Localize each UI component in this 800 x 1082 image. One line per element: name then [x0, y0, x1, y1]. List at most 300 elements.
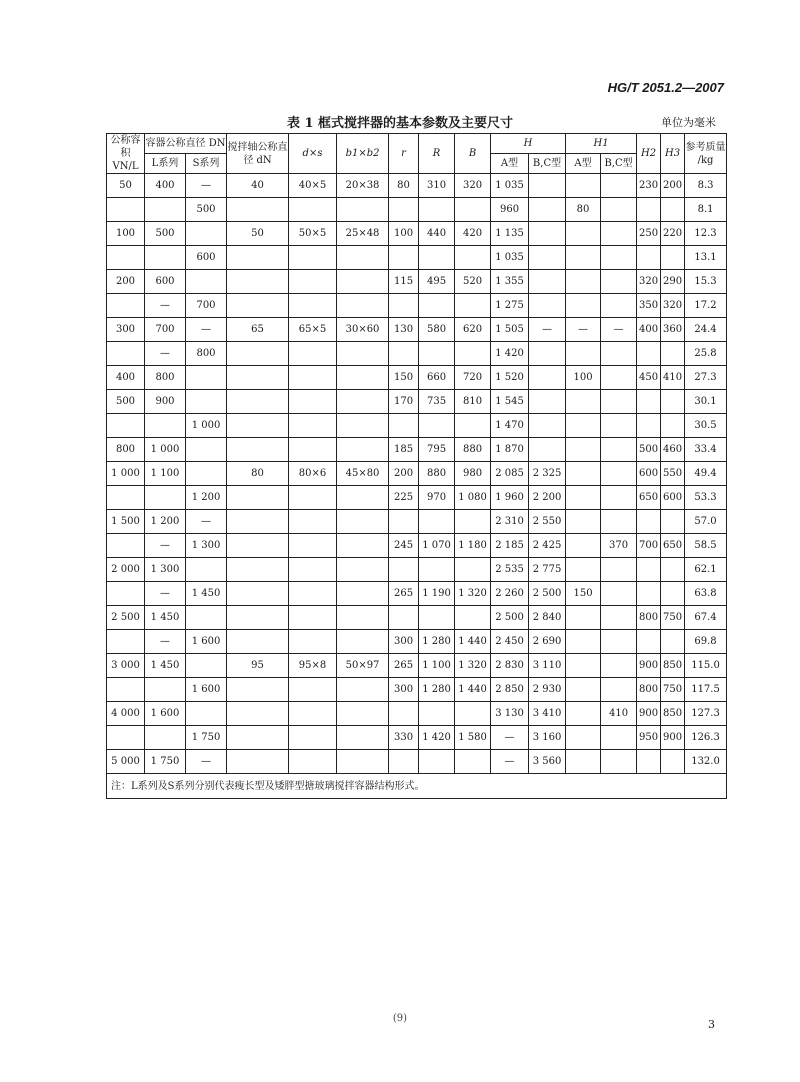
header-H1: H1	[566, 134, 637, 154]
table-cell: 30.1	[685, 390, 727, 414]
table-cell	[289, 534, 337, 558]
header-h1-a: A型	[566, 154, 601, 174]
table-cell: 1 450	[186, 582, 227, 606]
table-cell: 2 500	[491, 606, 529, 630]
table-cell	[566, 726, 601, 750]
table-cell	[227, 606, 289, 630]
table-cell	[637, 342, 661, 366]
table-cell	[419, 750, 455, 774]
table-cell	[566, 486, 601, 510]
table-cell: 30.5	[685, 414, 727, 438]
header-h1-bc: B,C型	[601, 154, 637, 174]
table-cell: 1 450	[145, 606, 186, 630]
table-cell	[227, 726, 289, 750]
header-H: H	[491, 134, 566, 154]
table-cell: 850	[661, 702, 685, 726]
table-cell: —	[491, 750, 529, 774]
table-cell	[145, 726, 186, 750]
table-cell: 80	[227, 462, 289, 486]
table-cell	[227, 294, 289, 318]
table-row	[107, 462, 727, 486]
table-cell	[637, 390, 661, 414]
table-cell	[389, 198, 419, 222]
table-cell	[529, 366, 566, 390]
table-cell: 50×97	[337, 654, 389, 678]
table-cell: 100	[107, 222, 145, 246]
table-cell: 1 200	[145, 510, 186, 534]
table-cell	[227, 702, 289, 726]
table-cell	[529, 174, 566, 198]
table-cell: 400	[637, 318, 661, 342]
table-cell: 800	[637, 678, 661, 702]
table-cell	[186, 558, 227, 582]
table-cell: 1 100	[145, 462, 186, 486]
table-cell: 320	[637, 270, 661, 294]
table-cell	[337, 270, 389, 294]
table-cell	[186, 270, 227, 294]
table-cell: 3 560	[529, 750, 566, 774]
table-row	[107, 726, 727, 750]
table-cell	[337, 534, 389, 558]
table-row	[107, 486, 727, 510]
table-cell	[289, 246, 337, 270]
table-cell	[601, 294, 637, 318]
table-cell: 69.8	[685, 630, 727, 654]
table-cell: 2 840	[529, 606, 566, 630]
table-cell	[186, 654, 227, 678]
table-cell	[601, 366, 637, 390]
table-cell	[601, 438, 637, 462]
table-cell	[566, 558, 601, 582]
table-cell: 57.0	[685, 510, 727, 534]
table-cell	[455, 414, 491, 438]
table-cell: 65×5	[289, 318, 337, 342]
table-cell: 1 520	[491, 366, 529, 390]
table-cell	[389, 558, 419, 582]
table-cell: 3 130	[491, 702, 529, 726]
table-cell: 300	[389, 678, 419, 702]
table-cell: 25.8	[685, 342, 727, 366]
table-cell: —	[186, 174, 227, 198]
table-cell: 127.3	[685, 702, 727, 726]
table-cell: 200	[661, 174, 685, 198]
table-cell	[637, 630, 661, 654]
table-cell: 62.1	[685, 558, 727, 582]
table-cell	[601, 390, 637, 414]
table-cell	[566, 510, 601, 534]
table-cell	[107, 342, 145, 366]
table-cell: 900	[145, 390, 186, 414]
table-cell	[661, 414, 685, 438]
header-h-bc: B,C型	[529, 154, 566, 174]
table-cell	[455, 750, 491, 774]
table-cell	[601, 630, 637, 654]
table-cell: 2 535	[491, 558, 529, 582]
table-cell: 2 310	[491, 510, 529, 534]
table-cell	[289, 342, 337, 366]
table-cell: 650	[661, 534, 685, 558]
table-row	[107, 390, 727, 414]
table-cell: 45×80	[337, 462, 389, 486]
table-cell	[601, 678, 637, 702]
table-cell	[601, 270, 637, 294]
table-cell	[601, 486, 637, 510]
table-cell	[107, 678, 145, 702]
table-cell: 170	[389, 390, 419, 414]
table-cell	[566, 174, 601, 198]
table-cell	[529, 222, 566, 246]
table-cell: 600	[186, 246, 227, 270]
table-cell	[107, 198, 145, 222]
header-bt: b1×b2	[337, 134, 389, 174]
table-cell	[227, 630, 289, 654]
header-H2: H2	[637, 134, 661, 174]
table-cell	[389, 606, 419, 630]
table-cell	[601, 582, 637, 606]
table-cell	[227, 582, 289, 606]
table-cell: 420	[455, 222, 491, 246]
table-cell	[337, 246, 389, 270]
table-cell	[289, 198, 337, 222]
header-l-series: L系列	[145, 154, 186, 174]
table-cell: 700	[145, 318, 186, 342]
table-cell	[145, 486, 186, 510]
table-cell	[227, 486, 289, 510]
table-cell: 126.3	[685, 726, 727, 750]
table-cell: 950	[637, 726, 661, 750]
table-cell	[389, 750, 419, 774]
table-cell: 1 035	[491, 246, 529, 270]
table-cell: 80	[389, 174, 419, 198]
table-row	[107, 414, 727, 438]
table-cell	[337, 198, 389, 222]
table-cell: —	[186, 318, 227, 342]
table-cell: 880	[455, 438, 491, 462]
table-cell	[337, 702, 389, 726]
table-cell: 132.0	[685, 750, 727, 774]
table-cell: 1 080	[455, 486, 491, 510]
table-cell	[566, 534, 601, 558]
table-cell	[289, 438, 337, 462]
table-cell	[227, 750, 289, 774]
table-cell: 735	[419, 390, 455, 414]
table-cell	[145, 414, 186, 438]
table-cell	[455, 702, 491, 726]
table-cell: 65	[227, 318, 289, 342]
table-cell: 50	[227, 222, 289, 246]
table-cell	[186, 390, 227, 414]
table-cell	[186, 222, 227, 246]
table-cell: 1 000	[145, 438, 186, 462]
table-cell	[601, 198, 637, 222]
table-cell	[601, 654, 637, 678]
header-shaft: 搅拌轴公称直径 dN	[227, 134, 289, 174]
table-cell: 720	[455, 366, 491, 390]
table-cell: 1 180	[455, 534, 491, 558]
table-cell: —	[145, 534, 186, 558]
table-cell	[289, 390, 337, 414]
table-cell	[637, 558, 661, 582]
table-cell: 650	[637, 486, 661, 510]
table-cell	[389, 342, 419, 366]
table-cell: 30×60	[337, 318, 389, 342]
table-cell	[566, 702, 601, 726]
table-cell	[661, 342, 685, 366]
table-cell: 450	[637, 366, 661, 390]
table-cell: 1 300	[145, 558, 186, 582]
table-cell	[337, 342, 389, 366]
table-cell: 810	[455, 390, 491, 414]
table-cell: 900	[637, 702, 661, 726]
footer-mark: (9)	[392, 1013, 408, 1024]
table-cell	[289, 606, 337, 630]
table-cell	[107, 726, 145, 750]
table-cell	[661, 558, 685, 582]
table-cell: 1 355	[491, 270, 529, 294]
table-row	[107, 558, 727, 582]
table-row	[107, 270, 727, 294]
table-note: 注：L系列及S系列分别代表瘦长型及矮胖型搪玻璃搅拌容器结构形式。	[107, 774, 727, 799]
unit-label: 单位为毫米	[661, 116, 716, 129]
table-cell: 620	[455, 318, 491, 342]
table-cell	[566, 630, 601, 654]
table-cell: 220	[661, 222, 685, 246]
table-cell: —	[145, 582, 186, 606]
table-cell	[289, 510, 337, 534]
table-cell	[337, 438, 389, 462]
table-cell	[337, 750, 389, 774]
table-cell	[227, 270, 289, 294]
table-cell: 1 500	[107, 510, 145, 534]
table-cell: 67.4	[685, 606, 727, 630]
table-cell	[566, 246, 601, 270]
table-cell	[566, 678, 601, 702]
table-cell: —	[145, 630, 186, 654]
header-mass: 参考质量 /kg	[685, 134, 727, 174]
table-cell	[227, 342, 289, 366]
table-cell: 495	[419, 270, 455, 294]
table-cell	[661, 630, 685, 654]
table-row	[107, 246, 727, 270]
header-capacity: 公称容积 VN/L	[107, 134, 145, 174]
table-cell	[529, 390, 566, 414]
table-caption: 表 1 框式搅拌器的基本参数及主要尺寸	[286, 116, 514, 131]
table-cell	[289, 630, 337, 654]
table-cell: 115	[389, 270, 419, 294]
table-cell	[529, 246, 566, 270]
table-cell	[601, 750, 637, 774]
table-cell	[337, 582, 389, 606]
table-row	[107, 174, 727, 198]
table-cell: —	[145, 294, 186, 318]
table-row	[107, 222, 727, 246]
table-cell: 290	[661, 270, 685, 294]
table-cell: 800	[637, 606, 661, 630]
table-cell	[637, 246, 661, 270]
table-body	[107, 174, 727, 774]
table-cell: 900	[661, 726, 685, 750]
table-cell	[227, 366, 289, 390]
table-cell	[661, 246, 685, 270]
table-cell	[601, 342, 637, 366]
table-cell	[637, 582, 661, 606]
table-cell	[289, 726, 337, 750]
table-row	[107, 510, 727, 534]
table-cell	[186, 606, 227, 630]
table-cell	[566, 438, 601, 462]
table-cell	[637, 750, 661, 774]
standard-number: HG/T 2051.2—2007	[607, 80, 724, 95]
table-cell: 115.0	[685, 654, 727, 678]
table-cell: 1 505	[491, 318, 529, 342]
page-number: 3	[708, 1018, 715, 1031]
table-cell: 410	[661, 366, 685, 390]
table-cell	[637, 414, 661, 438]
table-cell: 330	[389, 726, 419, 750]
table-cell: 15.3	[685, 270, 727, 294]
table-cell: 4 000	[107, 702, 145, 726]
table-row	[107, 294, 727, 318]
table-cell	[566, 294, 601, 318]
table-cell: 2 085	[491, 462, 529, 486]
table-cell: 400	[145, 174, 186, 198]
table-cell	[455, 606, 491, 630]
table-cell	[227, 438, 289, 462]
table-row	[107, 534, 727, 558]
table-row	[107, 582, 727, 606]
table-cell: 1 600	[186, 630, 227, 654]
table-cell	[107, 246, 145, 270]
table-cell: —	[529, 318, 566, 342]
table-cell: 2 325	[529, 462, 566, 486]
parameter-table	[106, 133, 726, 820]
table-cell	[107, 414, 145, 438]
table-cell: 80×6	[289, 462, 337, 486]
table-cell	[637, 198, 661, 222]
table-cell: 63.8	[685, 582, 727, 606]
table-cell	[186, 438, 227, 462]
table-cell	[455, 246, 491, 270]
table-cell	[419, 414, 455, 438]
table-cell	[529, 294, 566, 318]
table-cell	[337, 366, 389, 390]
table-cell: 2 000	[107, 558, 145, 582]
table-row	[107, 342, 727, 366]
table-cell: 49.4	[685, 462, 727, 486]
table-cell: 50×5	[289, 222, 337, 246]
table-cell: 3 110	[529, 654, 566, 678]
table-cell	[566, 654, 601, 678]
table-cell: 58.5	[685, 534, 727, 558]
table-cell: 1 320	[455, 654, 491, 678]
table-cell	[227, 390, 289, 414]
table-cell	[529, 438, 566, 462]
table-cell	[566, 342, 601, 366]
table-cell: 310	[419, 174, 455, 198]
table-cell: 600	[145, 270, 186, 294]
table-cell: 3 160	[529, 726, 566, 750]
table-cell	[601, 462, 637, 486]
table-cell	[227, 558, 289, 582]
table-cell	[529, 198, 566, 222]
table-cell: 550	[661, 462, 685, 486]
table-cell: 2 690	[529, 630, 566, 654]
table-row	[107, 750, 727, 774]
table-cell: 2 850	[491, 678, 529, 702]
table-cell	[566, 390, 601, 414]
table-cell: 800	[186, 342, 227, 366]
table-cell	[455, 558, 491, 582]
table-cell	[566, 270, 601, 294]
table-cell	[337, 630, 389, 654]
table-cell: 95×8	[289, 654, 337, 678]
table-cell	[186, 702, 227, 726]
table-cell	[337, 510, 389, 534]
header-H3: H3	[661, 134, 685, 174]
table-cell	[389, 510, 419, 534]
table-cell: 300	[107, 318, 145, 342]
table-cell	[601, 246, 637, 270]
table-cell: 95	[227, 654, 289, 678]
table-cell	[419, 198, 455, 222]
table-cell: 2 200	[529, 486, 566, 510]
table-cell	[419, 510, 455, 534]
table-cell	[566, 222, 601, 246]
header-s-series: S系列	[186, 154, 227, 174]
table-cell	[566, 750, 601, 774]
table-cell: 400	[107, 366, 145, 390]
table-cell: 2 830	[491, 654, 529, 678]
table-cell: 150	[389, 366, 419, 390]
table-cell: 500	[145, 222, 186, 246]
table-cell: 1 200	[186, 486, 227, 510]
table-cell	[419, 702, 455, 726]
table-cell	[227, 510, 289, 534]
table-cell: 300	[389, 630, 419, 654]
table-cell: 1 470	[491, 414, 529, 438]
table-cell: 350	[637, 294, 661, 318]
table-cell: 150	[566, 582, 601, 606]
table-cell	[566, 414, 601, 438]
table-cell: 800	[107, 438, 145, 462]
table-cell	[601, 726, 637, 750]
table-cell: 1 420	[491, 342, 529, 366]
table-cell	[107, 582, 145, 606]
table-cell	[419, 342, 455, 366]
table-cell	[289, 294, 337, 318]
table-cell: 750	[661, 678, 685, 702]
table-cell: 370	[601, 534, 637, 558]
table-cell: 1 300	[186, 534, 227, 558]
table-cell: 970	[419, 486, 455, 510]
table-cell: 960	[491, 198, 529, 222]
table-cell: 200	[107, 270, 145, 294]
table-cell: 13.1	[685, 246, 727, 270]
table-cell: 265	[389, 654, 419, 678]
table-cell	[289, 270, 337, 294]
table-cell	[566, 462, 601, 486]
table-cell	[455, 294, 491, 318]
table-cell: 185	[389, 438, 419, 462]
table-cell: 2 775	[529, 558, 566, 582]
table-cell	[389, 414, 419, 438]
table-cell	[601, 606, 637, 630]
table-cell: 8.3	[685, 174, 727, 198]
table-row	[107, 702, 727, 726]
table-cell: 320	[661, 294, 685, 318]
table-cell: 880	[419, 462, 455, 486]
table-cell	[337, 558, 389, 582]
